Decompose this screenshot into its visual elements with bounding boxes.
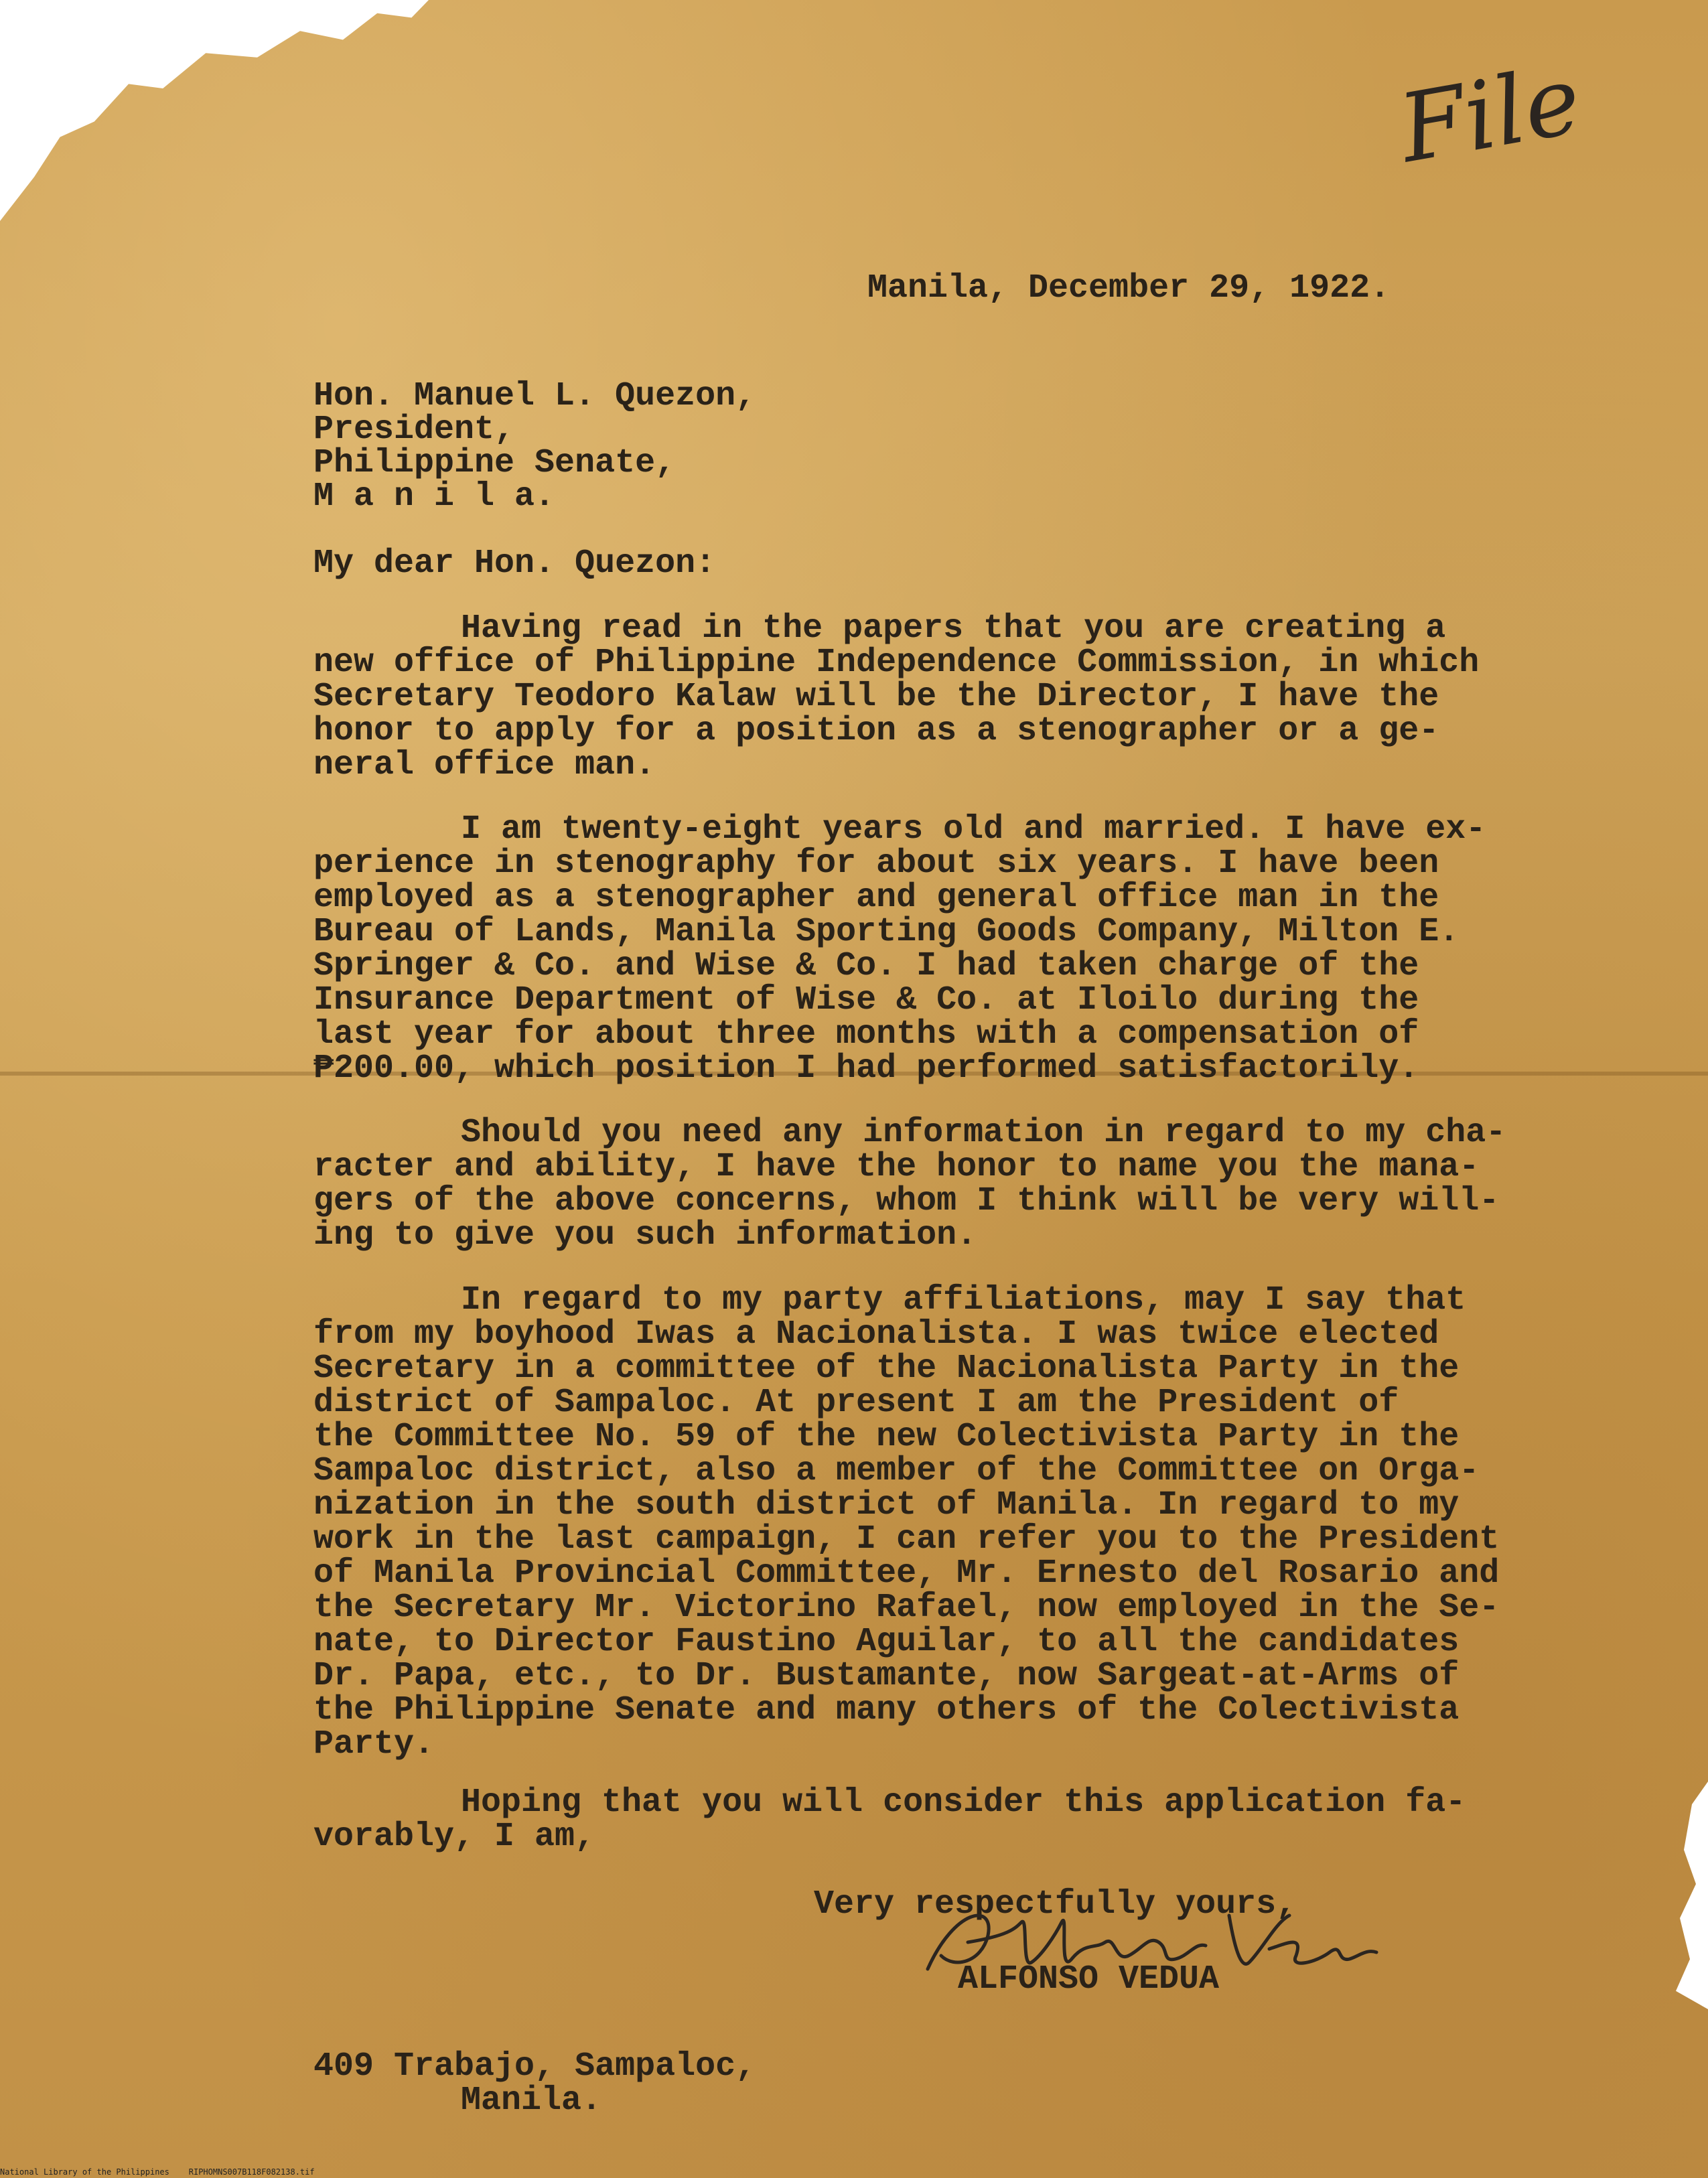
body-line: nization in the south district of Manila. In regard to my — [313, 1486, 1460, 1524]
body-line: district of Sampaloc. At present I am the President of — [313, 1384, 1399, 1422]
body-line: the Philippine Senate and many others of the Colectivista — [313, 1691, 1460, 1729]
salutation: My dear Hon. Quezon: — [313, 544, 716, 583]
body-line: Sampaloc district, also a member of the Committee on Orga- — [313, 1452, 1480, 1490]
body-line: nate, to Director Faustino Aguilar, to all the candidates — [313, 1623, 1460, 1661]
body-line: Hoping that you will consider this application fa- — [461, 1784, 1466, 1822]
recipient-line: Hon. Manuel L. Quezon, — [313, 377, 756, 415]
body-line: Insurance Department of Wise & Co. at Iloilo during the — [313, 981, 1419, 1019]
body-line: vorably, I am, — [313, 1818, 595, 1856]
body-line: neral office man. — [313, 746, 656, 784]
body-line: honor to apply for a position as a stenographer or a ge- — [313, 712, 1439, 750]
body-line: last year for about three months with a compensation of — [313, 1015, 1419, 1054]
signer-name: ALFONSO VEDUA — [958, 1960, 1220, 1999]
body-line: the Secretary Mr. Victorino Rafael, now employed in the Se- — [313, 1589, 1500, 1627]
closing: Very respectfully yours, — [814, 1885, 1297, 1923]
sender-address-line: 409 Trabajo, Sampaloc, — [313, 2047, 756, 2086]
torn-edge — [1668, 1782, 1708, 2009]
body-line: ing to give you such information. — [313, 1216, 977, 1254]
body-line: of Manila Provincial Committee, Mr. Ernesto del Rosario and — [313, 1554, 1500, 1593]
body-line: new office of Philippine Independence Commission, in which — [313, 644, 1480, 682]
body-line: Should you need any information in regard to my cha- — [461, 1114, 1506, 1152]
recipient-line: M a n i l a. — [313, 478, 555, 516]
recipient-line: Philippine Senate, — [313, 444, 676, 482]
body-line: the Committee No. 59 of the new Colectivista Party in the — [313, 1418, 1460, 1456]
body-line: from my boyhood Iwas a Nacionalista. I was twice elected — [313, 1315, 1439, 1354]
date-line: Manila, December 29, 1922. — [867, 269, 1391, 307]
body-line: In regard to my party affiliations, may I say that — [461, 1281, 1466, 1319]
body-line: Having read in the papers that you are creating a — [461, 609, 1446, 648]
body-line: Party. — [313, 1725, 435, 1763]
body-line: work in the last campaign, I can refer you to the President — [313, 1520, 1500, 1558]
body-line: I am twenty-eight years old and married. I have ex- — [461, 810, 1486, 849]
body-line: Secretary Teodoro Kalaw will be the Director, I have the — [313, 678, 1439, 716]
body-line: Springer & Co. and Wise & Co. I had taken charge of the — [313, 947, 1419, 985]
body-line: employed as a stenographer and general office man in the — [313, 879, 1439, 917]
archive-caption: National Library of the Philippines RIPHOMNS007B118F082138.tif — [0, 2167, 315, 2177]
handwritten-file-note: File — [1391, 45, 1589, 185]
sender-address-line: Manila. — [461, 2082, 602, 2120]
body-line: Bureau of Lands, Manila Sporting Goods Company, Milton E. — [313, 913, 1460, 951]
body-line: gers of the above concerns, whom I think will be very will- — [313, 1182, 1500, 1220]
body-line: perience in stenography for about six years. I have been — [313, 845, 1439, 883]
body-line: Dr. Papa, etc., to Dr. Bustamante, now Sargeat-at-Arms of — [313, 1657, 1460, 1695]
recipient-line: President, — [313, 411, 515, 449]
body-line: Secretary in a committee of the Nacionalista Party in the — [313, 1350, 1460, 1388]
body-line: racter and ability, I have the honor to name you the mana- — [313, 1148, 1480, 1186]
body-line: ₱200.00, which position I had performed satisfactorily. — [313, 1049, 1419, 1088]
torn-corner — [0, 0, 429, 221]
